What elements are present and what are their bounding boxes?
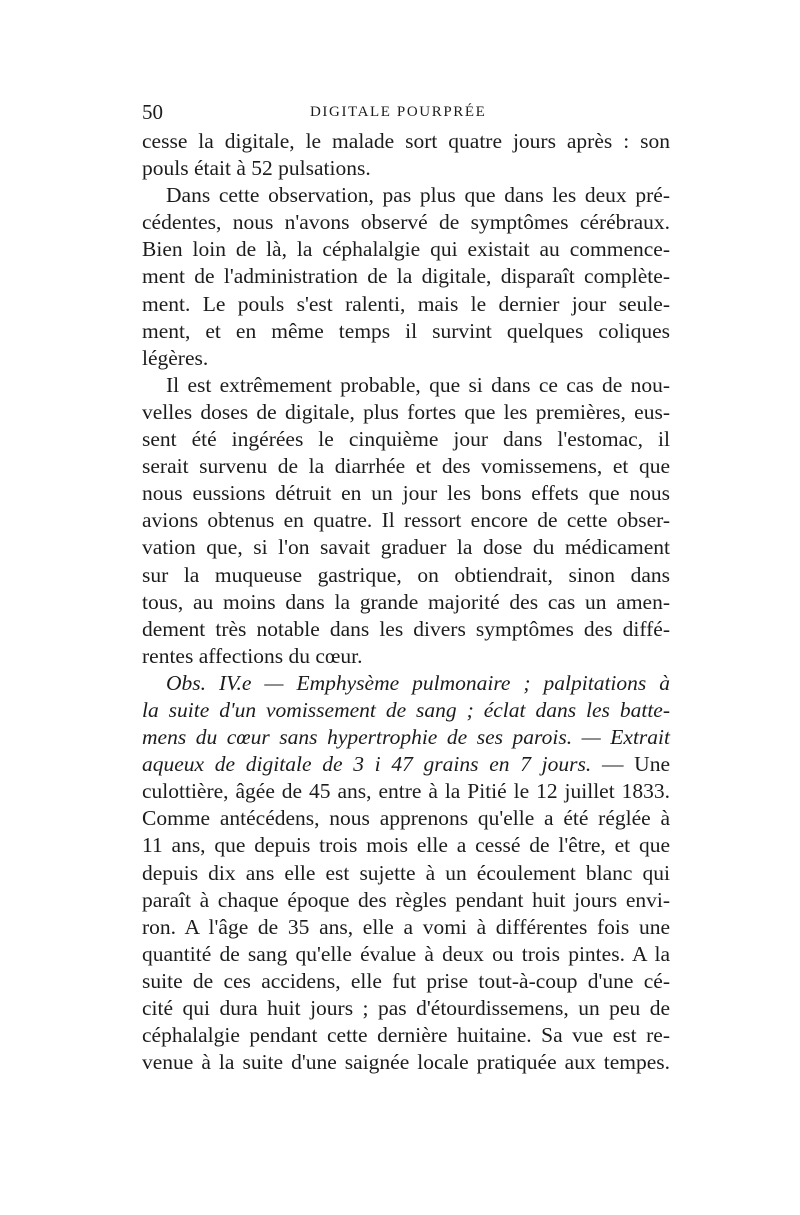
text-line: céphalalgie pendant cette dernière huitaine. Sa vue est re- [142,1023,670,1048]
text-line: pouls était à 52 pulsations. [142,156,371,181]
text-line-roman-part: — Une [601,752,670,777]
text-line: avions obtenus en quatre. Il ressort encore de cette obser- [142,508,670,533]
text-line: culottière, âgée de 45 ans, entre à la Pitié le 12 juillet 1833. [142,779,670,804]
page-number: 50 [142,100,163,124]
text-line: sur la muqueuse gastrique, on obtiendrait, sinon dans [142,562,670,587]
text-line: nous eussions détruit en un jour les bons effets que nous [142,481,670,506]
text-line-italic-part: aqueux de digitale de 3 i 47 grains en 7 jours. [142,752,592,777]
text-line: légères. [142,345,209,370]
text-line: ron. A l'âge de 35 ans, elle a vomi à différentes fois une [142,914,670,939]
text-line: Bien loin de là, la céphalalgie qui existait au commence- [142,237,670,262]
text-line: Il est extrêmement probable, que si dans ce cas de nou- [166,372,670,397]
text-line: mens du cœur sans hypertrophie de ses parois. — Extrait [142,725,670,750]
text-line: paraît à chaque époque des règles pendant huit jours envi- [142,887,670,912]
running-head [142,100,670,130]
running-title: DIGITALE POURPRÉE [310,104,487,120]
text-line: ment, et en même temps il survint quelques coliques [142,318,670,343]
text-line: ment. Le pouls s'est ralenti, mais le dernier jour seule- [142,291,670,316]
text-line: cédentes, nous n'avons observé de symptômes cérébraux. [142,210,670,235]
text-line: la suite d'un vomissement de sang ; éclat dans les batte- [142,697,670,722]
text-line: quantité de sang qu'elle évalue à deux ou trois pintes. A la [142,941,670,966]
text-line: suite de ces accidens, elle fut prise tout-à-coup d'une cé- [142,968,670,993]
text-line: venue à la suite d'une saignée locale pratiquée aux tempes. [142,1050,670,1075]
text-line: Comme antécédens, nous apprenons qu'elle a été réglée à [142,806,670,831]
text-line: cesse la digitale, le malade sort quatre jours après : son [142,129,670,153]
text-line: tous, au moins dans la grande majorité des cas un amen- [142,589,670,614]
text-line: dement très notable dans les divers symptômes des diffé- [142,616,670,641]
body-text [142,128,670,1076]
text-line: Dans cette observation, pas plus que dans les deux pré- [166,183,670,208]
text-line: depuis dix ans elle est sujette à un écoulement blanc qui [142,860,670,885]
text-line: sent été ingérées le cinquième jour dans l'estomac, il [142,427,670,452]
text-line: vation que, si l'on savait graduer la dose du médicament [142,535,670,560]
text-line [142,751,670,778]
text-line: rentes affections du cœur. [142,643,363,668]
text-line: Obs. IV.e — Emphysème pulmonaire ; palpitations à [166,670,670,695]
text-line: velles doses de digitale, plus fortes que les premières, eus- [142,399,670,424]
text-line: cité qui dura huit jours ; pas d'étourdissemens, un peu de [142,996,670,1020]
text-line: ment de l'administration de la digitale, disparaît complète- [142,264,670,289]
text-line: 11 ans, que depuis trois mois elle a cessé de l'être, et que [142,833,670,858]
text-line: serait survenu de la diarrhée et des vomissemens, et que [142,454,670,479]
